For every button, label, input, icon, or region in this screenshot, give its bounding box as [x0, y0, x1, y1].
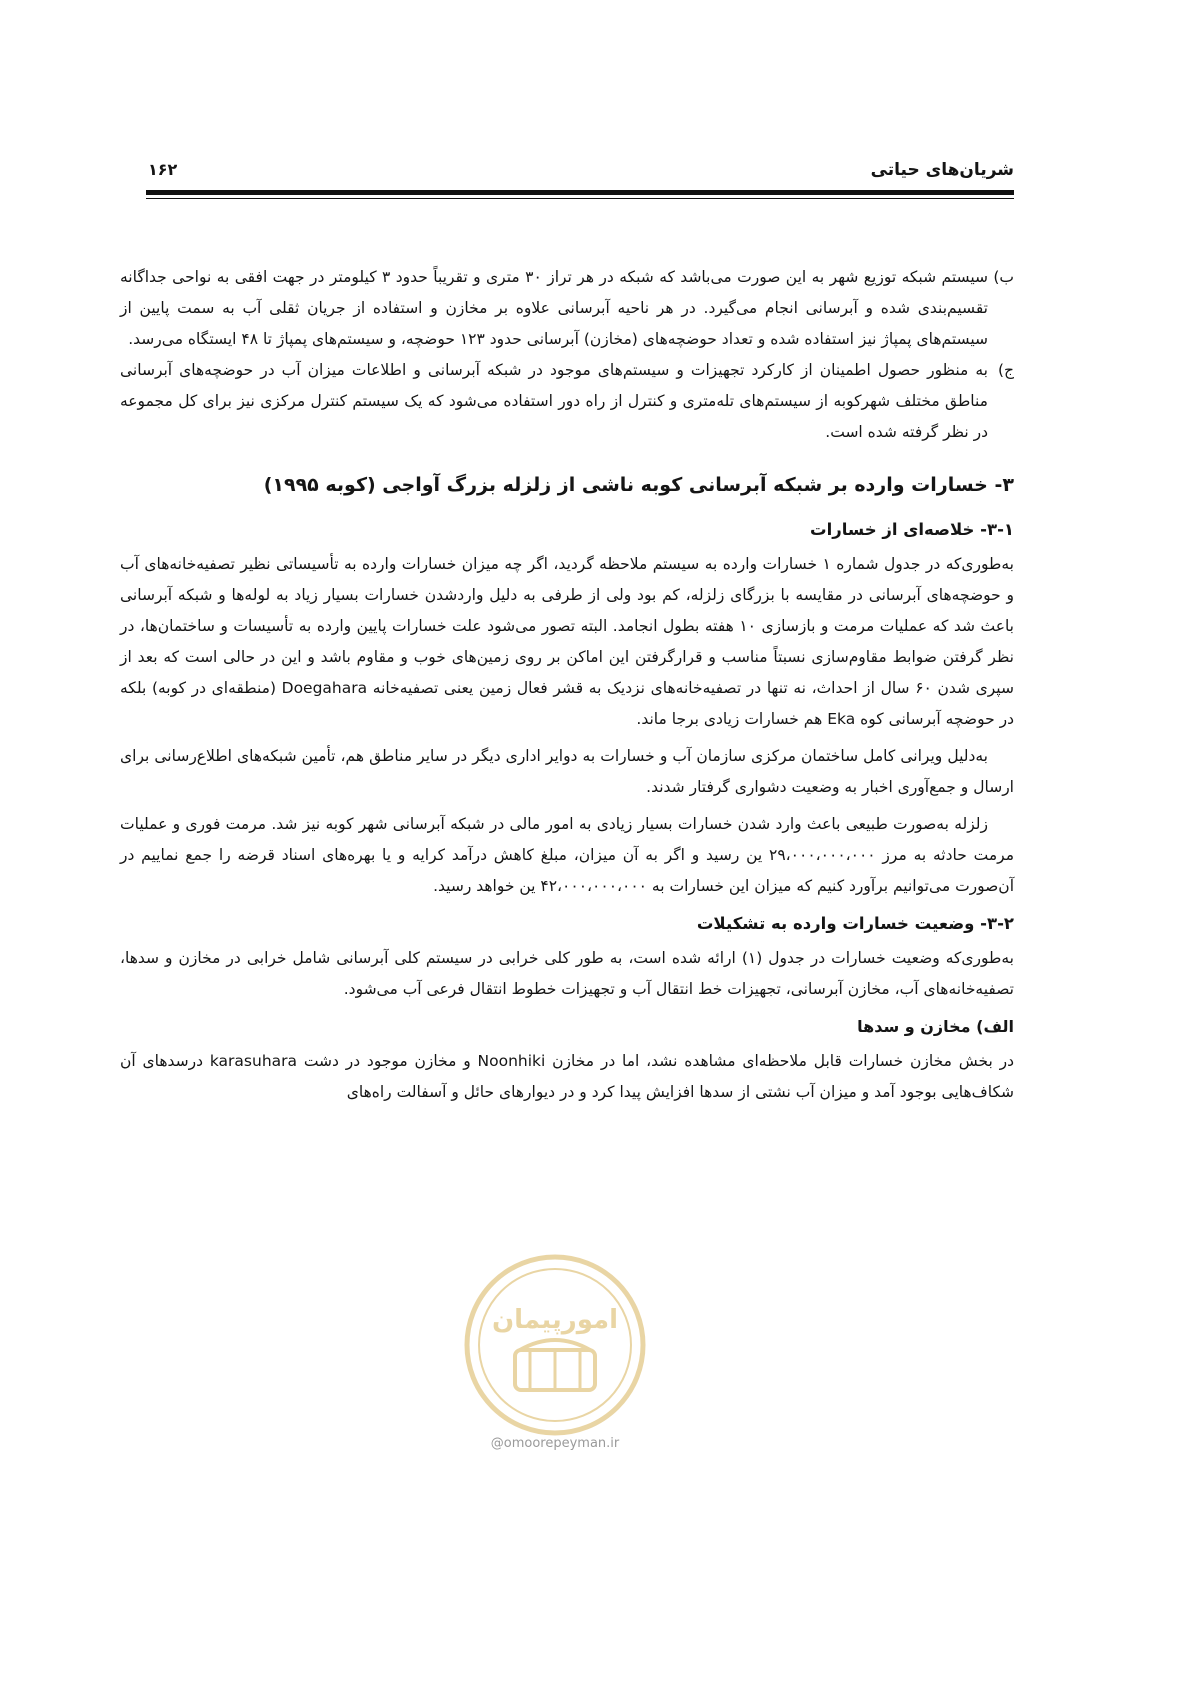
- list-item-label: ب): [993, 268, 1015, 286]
- watermark-text: امورپیمان: [491, 1305, 619, 1335]
- paragraph: به‌طوری‌که وضعیت خسارات در جدول (۱) ارائه شده است، به طور کلی خرابی در سیستم کلی آبرسانی شامل خرابی در مخازن و سدها، تصفیه‌خانه‌های آب، مخازن آبرسانی، تجهیزات خط انتقال آب و تجهیزات خطوط انتقال فرعی آب می‌شود.: [120, 949, 1014, 998]
- list-item-j: [120, 355, 1014, 448]
- watermark-seal-icon: [460, 1250, 650, 1440]
- section-heading: ۳- خسارات وارده بر شبکه آبرسانی کوبه ناشی از زلزله بزرگ آواجی (کوبه ۱۹۹۵): [263, 474, 1014, 496]
- list-item-b: [120, 262, 1014, 355]
- list-item-text: به منظور حصول اطمینان از کارکرد تجهیزات و سیستم‌های موجود در شبکه آبرسانی و اطلاعات میزان آب در حوضچه‌های آبرسانی مناطق مختلف شهرکوبه از سیستم‌های تله‌متری و کنترل از راه دور استفاده می‌شود که یک سیستم کنترل مرکزی نیز برای کل مجموعه در نظر گرفته شده است.: [120, 361, 988, 441]
- watermark-url: @omoorepeyman.ir: [490, 1436, 620, 1451]
- list-item-text: سیستم شبکه توزیع شهر به این صورت می‌باشد که شبکه در هر تراز ۳۰ متری و تقریباً حدود ۳ کیلومتر در جهت افقی به نواحی جداگانه تقسیم‌بندی شده و آبرسانی انجام می‌گیرد. در هر ناحیه آبرسانی علاوه بر مخازن و استفاده از جریان ثقلی آب به سمت پایین از سیستم‌های پمپاژ نیز استفاده شده و تعداد حوضچه‌های (مخازن) آبرسانی حدود ۱۲۳ حوضچه، و سیستم‌های پمپاژ تا ۴۸ ایستگاه می‌رسد.: [120, 268, 989, 348]
- paragraph: به‌طوری‌که در جدول شماره ۱ خسارات وارده به سیستم ملاحظه گردید، اگر چه میزان خسارات وارده به تأسیساتی نظیر تصفیه‌خانه‌های آب و حوضچه‌های آبرسانی در مقایسه با بزرگای زلزله، کم بود ولی از طرفی به دلیل واردشدن خسارات بسیار زیاد به لوله‌ها و شبکه آبرسانی باعث شد که عملیات مرمت و بازسازی ۱۰ هفته بطول انجامد. البته تصور می‌شود علت خسارات پایین وارده به تأسیسات و ساختمان‌ها، در نظر گرفتن ضوابط مقاوم‌سازی نسبتاً مناسب و قرارگرفتن این اماکن بر روی زمین‌های خوب و مقاوم باشد و این در حالی است که بعد از سپری شدن ۶۰ سال از احداث، نه تنها در تصفیه‌خانه‌های نزدیک به قشر فعال زمین یعنی تصفیه‌خانه Doegahara (منطقه‌ای در کوبه) بلکه در حوضچه آبرسانی کوه Eka هم خسارات زیادی برجا ماند.: [120, 555, 1014, 728]
- paragraph: در بخش مخازن خسارات قابل ملاحظه‌ای مشاهده نشد، اما در مخازن Noonhiki و مخازن موجود در دشت karasuhara درسدهای آن شکاف‌هایی بوجود آمد و میزان آب نشتی از سدها افزایش پیدا کرد و در دیوارهای حائل و آسفالت راه‌های: [120, 1052, 1014, 1101]
- header-rule-thin: [146, 198, 1014, 199]
- subsection-heading-facilities: ۳-۲- وضعیت خسارات وارده به تشکیلات: [696, 914, 1014, 933]
- minor-heading: الف) مخازن و سدها: [857, 1017, 1014, 1036]
- subsection-heading-summary: ۳-۱- خلاصه‌ای از خسارات: [810, 520, 1014, 539]
- page-header: [146, 158, 1014, 188]
- header-rule-thick: [146, 190, 1014, 195]
- page-number: ۱۶۲: [148, 160, 178, 179]
- paragraph: زلزله به‌صورت طبیعی باعث وارد شدن خسارات بسیار زیادی به امور مالی در شبکه آبرسانی شهر کوبه نیز شد. مرمت فوری و عملیات مرمت حادثه به مرز ۲۹،۰۰۰،۰۰۰،۰۰۰ ین رسید و اگر به آن میزان، مبلغ کاهش درآمد کرایه و یا بهره‌های اسناد قرضه را جمع نماییم در آن‌صورت می‌توانیم برآورد کنیم که میزان این خسارات به ۴۲،۰۰۰،۰۰۰،۰۰۰ ین خواهد رسید.: [120, 815, 1014, 895]
- running-title: شریان‌های حیاتی: [870, 160, 1014, 180]
- page-body: [120, 262, 1014, 1108]
- list-item-label: ج): [997, 361, 1014, 379]
- paragraph: به‌دلیل ویرانی کامل ساختمان مرکزی سازمان آب و خسارات به دوایر اداری دیگر در سایر مناطق هم، تأمین شبکه‌های اطلاع‌رسانی برای ارسال و جمع‌آوری اخبار به وضعیت دشواری گرفتار شدند.: [120, 747, 1014, 796]
